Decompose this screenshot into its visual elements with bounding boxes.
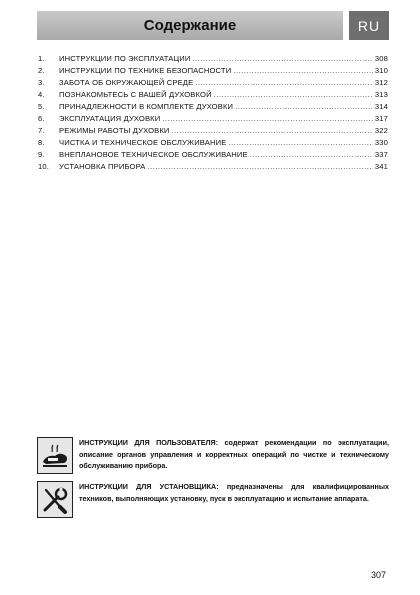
toc-dot-leader [192, 53, 372, 65]
toc-dot-leader [235, 101, 373, 113]
toc-dot-leader [228, 137, 372, 149]
header-bar [37, 11, 343, 40]
toc-item-title: ВНЕПЛАНОВОЕ ТЕХНИЧЕСКОЕ ОБСЛУЖИВАНИЕ [59, 150, 248, 159]
toc-item-title: ИНСТРУКЦИИ ПО ТЕХНИКЕ БЕЗОПАСНОСТИ [59, 66, 232, 75]
toc-item-page: 313 [374, 90, 388, 99]
table-of-contents [38, 53, 388, 173]
toc-item-title: ПРИНАДЛЕЖНОСТИ В КОМПЛЕКТЕ ДУХОВКИ [59, 102, 234, 111]
user-instructions-text: ИНСТРУКЦИИ ДЛЯ ПОЛЬЗОВАТЕЛЯ: содержат рекомендации по эксплуатации, описание органов управления и корректных операций по чистке и техническому обслуживанию прибора. [79, 438, 389, 470]
toc-item-number: 8. [38, 138, 45, 147]
toc-dot-leader [250, 149, 373, 161]
user-instructions-note [37, 437, 389, 474]
toc-item-number: 7. [38, 126, 45, 135]
toc-item-number: 6. [38, 114, 45, 123]
toc-item-page: 314 [374, 102, 388, 111]
wrench-screwdriver-icon [37, 481, 73, 518]
toc-item-title: ЗАБОТА ОБ ОКРУЖАЮЩЕЙ СРЕДЕ [59, 78, 194, 87]
page-title: Содержание [143, 17, 237, 34]
toc-item-page: 310 [374, 66, 388, 75]
toc-item-title: ПОЗНАКОМЬТЕСЬ С ВАШЕЙ ДУХОВКОЙ [59, 90, 212, 99]
toc-item[interactable] [38, 89, 388, 101]
page-number: 307 [371, 570, 387, 580]
toc-item[interactable] [38, 101, 388, 113]
toc-item-page: 312 [374, 78, 388, 87]
toc-item[interactable] [38, 161, 388, 173]
toc-item-page: 341 [374, 162, 388, 171]
toc-item-title: ЧИСТКА И ТЕХНИЧЕСКОЕ ОБСЛУЖИВАНИЕ [59, 138, 227, 147]
oven-cooking-icon [37, 437, 73, 474]
toc-dot-leader [148, 161, 373, 173]
toc-dot-leader [195, 77, 373, 89]
toc-item-number: 10. [38, 162, 50, 171]
toc-item-title: ИНСТРУКЦИИ ПО ЭКСПЛУАТАЦИИ [59, 54, 191, 63]
toc-dot-leader [214, 89, 373, 101]
toc-item-number: 4. [38, 90, 45, 99]
toc-item-number: 5. [38, 102, 45, 111]
toc-item[interactable] [38, 125, 388, 137]
toc-item[interactable] [38, 137, 388, 149]
toc-item-title: ЭКСПЛУАТАЦИЯ ДУХОВКИ [59, 114, 161, 123]
language-badge: RU [349, 11, 389, 40]
toc-item-page: 317 [374, 114, 388, 123]
toc-item-title: РЕЖИМЫ РАБОТЫ ДУХОВКИ [59, 126, 170, 135]
toc-item-page: 322 [374, 126, 388, 135]
toc-item-title: УСТАНОВКА ПРИБОРА [59, 162, 146, 171]
toc-item[interactable] [38, 113, 388, 125]
toc-item-page: 337 [374, 150, 388, 159]
toc-dot-leader [162, 113, 373, 125]
toc-item-number: 9. [38, 150, 45, 159]
toc-item[interactable] [38, 149, 388, 161]
toc-item-number: 3. [38, 78, 45, 87]
installer-instructions-text: ИНСТРУКЦИИ ДЛЯ УСТАНОВЩИКА: предназначены для квалифицированных техников, выполняющих установку, пуск в эксплуатацию и испытание аппарата. [79, 482, 389, 503]
toc-item[interactable] [38, 65, 388, 77]
toc-item-number: 2. [38, 66, 45, 75]
toc-item-page: 330 [374, 138, 388, 147]
toc-dot-leader [172, 125, 373, 137]
toc-item-number: 1. [38, 54, 45, 63]
toc-item[interactable] [38, 77, 388, 89]
toc-item[interactable] [38, 53, 388, 65]
installer-instructions-note [37, 481, 389, 518]
toc-dot-leader [233, 65, 373, 77]
toc-item-page: 308 [374, 54, 388, 63]
